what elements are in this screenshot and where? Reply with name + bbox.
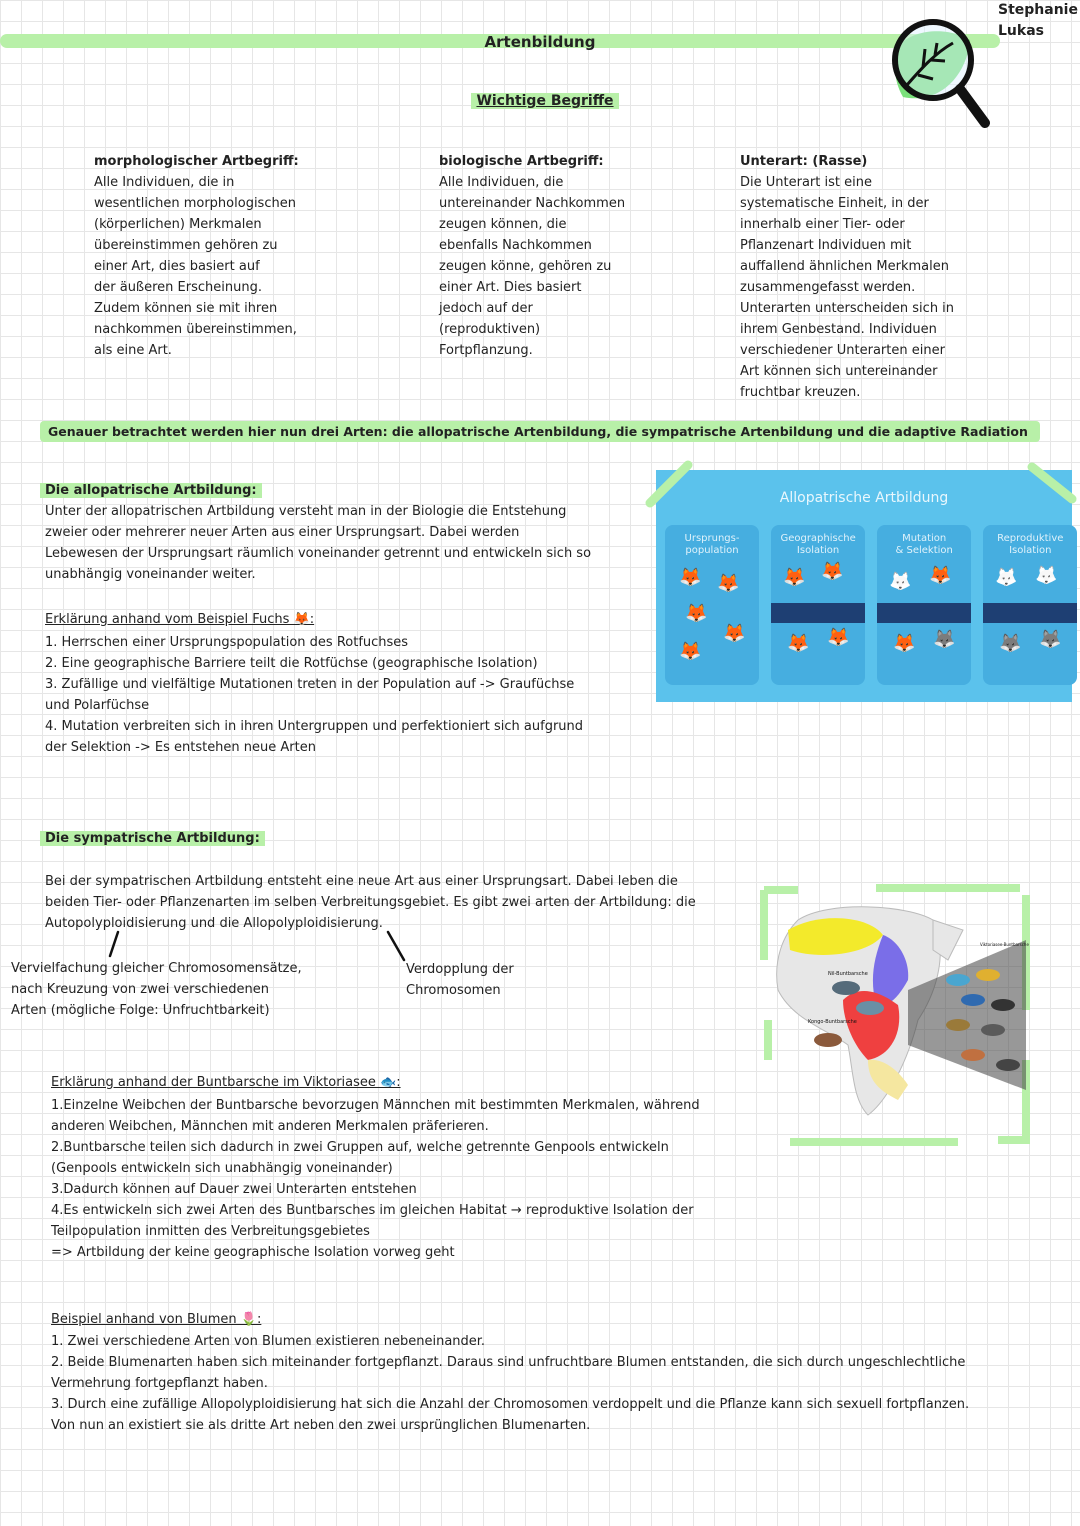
panel-label: Mutation & Selektion — [895, 533, 953, 556]
allopatric-heading: Die allopatrische Artbildung: — [40, 483, 262, 498]
definition-line: Pflanzenart Individuen mit — [740, 238, 912, 253]
definition-line: untereinander Nachkommen — [439, 196, 626, 211]
red-fox-icon: 🦊 — [787, 633, 810, 654]
definition-line: übereinstimmen gehören zu — [94, 238, 278, 253]
definition-line: Art können sich untereinander — [740, 364, 938, 379]
step-line: 1. Herrschen einer Ursprungspopulation des Rotfuchses — [45, 635, 409, 650]
definition-line: zusammengefasst werden. — [740, 280, 916, 295]
definition-line: innerhalb einer Tier- oder — [740, 217, 905, 232]
arctic-fox-icon: 🦊 — [995, 567, 1018, 588]
author-first: Stephanie — [998, 2, 1078, 18]
text-line: Bei der sympatrischen Artbildung entsteht eine neue Art aus einer Ursprungsart. Dabei leben die — [45, 874, 678, 889]
red-fox-icon: 🦊 — [827, 627, 850, 648]
definition-line: einer Art, dies basiert auf — [94, 259, 260, 274]
note-line: Arten (mögliche Folge: Unfruchtbarkeit) — [11, 1003, 270, 1018]
red-fox-icon: 🦊 — [717, 573, 740, 594]
step-line: der Selektion -> Es entstehen neue Arten — [45, 740, 316, 755]
definition-line: verschiedener Unterarten einer — [740, 343, 945, 358]
sympatric-heading: Die sympatrische Artbildung: — [40, 831, 265, 846]
step-line: anderen Weibchen, Männchen mit anderen Merkmalen präferieren. — [51, 1119, 489, 1134]
definition-line: ebenfalls Nachkommen — [439, 238, 592, 253]
text-line: zweier oder mehrerer neuer Arten aus einer Ursprungsart. Dabei werden — [45, 525, 520, 540]
figure-title: Allopatrische Artbildung — [779, 490, 949, 506]
arctic-fox-icon: 🦊 — [1035, 565, 1058, 586]
definition-line: Alle Individuen, die — [439, 175, 564, 190]
step-line: 3.Dadurch können auf Dauer zwei Unterarten entstehen — [51, 1182, 417, 1197]
page-title: Artenbildung — [484, 33, 596, 51]
cichlid-steps — [51, 1095, 700, 1263]
red-fox-icon: 🦊 — [783, 567, 806, 588]
red-fox-icon: 🦊 — [679, 567, 702, 588]
step-line: 4. Mutation verbreiten sich in ihren Untergruppen und perfektioniert sich aufgrund — [45, 719, 584, 734]
step-line: 3. Durch eine zufällige Allopolyploidisierung hat sich die Anzahl der Chromosomen verdoppelt und die Pflanze kann sich sexuell fortpflanzen. — [51, 1397, 970, 1412]
fox-steps — [45, 632, 583, 758]
definition-heading: biologische Artbegriff: — [439, 154, 604, 169]
definition-biological — [439, 151, 625, 361]
step-line: 2.Buntbarsche teilen sich dadurch in zwei Gruppen auf, welche getrennte Genpools entwickeln — [51, 1140, 669, 1155]
banner-text: Genauer betrachtet werden hier nun drei Arten: die allopatrische Artenbildung, die sympatrische Artenbildung und die adaptive Radiation — [48, 424, 1028, 439]
panel-origin — [665, 525, 759, 685]
map-label-victoria: Viktoriasee-Buntbarsche — [980, 942, 1029, 947]
note-line: nach Kreuzung von zwei verschiedenen — [11, 982, 269, 997]
definition-line: Zudem können sie mit ihren — [94, 301, 278, 316]
definition-line: Fortpflanzung. — [439, 343, 533, 358]
step-line: => Artbildung der keine geographische Isolation vorweg geht — [51, 1245, 455, 1260]
definition-line: zeugen können, die — [439, 217, 567, 232]
step-line: (Genpools entwickeln sich unabhängig voneinander) — [51, 1161, 393, 1176]
definition-line: einer Art. Dies basiert — [439, 280, 582, 295]
map-label-congo: Kongo-Buntbarsche — [808, 1019, 857, 1025]
grey-fox-icon: 🦊 — [1039, 629, 1062, 650]
allopatric-intro — [45, 501, 591, 585]
definition-morphological — [94, 151, 299, 361]
flower-example-heading: Beispiel anhand von Blumen 🌷: — [51, 1312, 262, 1327]
section-heading-wrap — [0, 91, 1080, 112]
step-line: 1.Einzelne Weibchen der Buntbarsche bevorzugen Männchen mit bestimmten Merkmalen, während — [51, 1098, 700, 1113]
step-line: 3. Zufällige und vielfältige Mutationen treten in der Population auf -> Graufüchse — [45, 677, 575, 692]
note-line: Chromosomen — [406, 983, 501, 998]
definition-line: Die Unterart ist eine — [740, 175, 872, 190]
flower-steps — [51, 1331, 969, 1436]
grey-fox-icon: 🦊 — [999, 633, 1022, 654]
definition-line: zeugen könne, gehören zu — [439, 259, 612, 274]
grey-fox-icon: 🦊 — [933, 629, 956, 650]
definition-line: als eine Art. — [94, 343, 172, 358]
step-line: 1. Zwei verschiedene Arten von Blumen existieren nebeneinander. — [51, 1334, 486, 1349]
step-line: und Polarfüchse — [45, 698, 150, 713]
map-label-nile: Nil-Buntbarsche — [828, 971, 868, 977]
text-line: Autopolyploidisierung und die Allopolyploidisierung. — [45, 916, 383, 931]
red-fox-icon: 🦊 — [685, 603, 708, 624]
author-block — [998, 0, 1078, 42]
text-line: unabhängig voneinander weiter. — [45, 567, 256, 582]
arctic-fox-icon: 🦊 — [889, 571, 912, 592]
red-fox-icon: 🦊 — [821, 561, 844, 582]
panel-label: Reproduktive Isolation — [997, 533, 1064, 556]
step-line: Teilpopulation inmitten des Verbreitungsgebietes — [51, 1224, 370, 1239]
allopatric-heading-wrap — [40, 480, 262, 501]
sympatric-intro — [45, 871, 696, 934]
cichlid-example-heading: Erklärung anhand der Buntbarsche im Viktoriasee 🐟: — [51, 1075, 401, 1090]
panel-label: Geographische Isolation — [780, 533, 856, 556]
definition-line: Alle Individuen, die in — [94, 175, 235, 190]
red-fox-icon: 🦊 — [893, 633, 916, 654]
river-barrier — [877, 603, 971, 623]
panel-reproductive — [983, 525, 1077, 685]
note-line: Vervielfachung gleicher Chromosomensätze, — [11, 961, 302, 976]
section-heading: Wichtige Begriffe — [471, 93, 618, 109]
step-line: 4.Es entwickeln sich zwei Arten des Buntbarsches im gleichen Habitat → reproduktive Isolation der — [51, 1203, 694, 1218]
step-line: 2. Beide Blumenarten haben sich miteinander fortgepflanzt. Daraus sind unfruchtbare Blumen entstanden, die sich durch ungeschlechtliche — [51, 1355, 966, 1370]
auto-note — [11, 958, 302, 1021]
note-line: Verdopplung der — [406, 962, 514, 977]
figure-tape-decoration — [640, 455, 1080, 525]
definition-line: ihrem Genbestand. Individuen — [740, 322, 937, 337]
red-fox-icon: 🦊 — [929, 565, 952, 586]
panel-label: Ursprungs- population — [684, 533, 740, 556]
author-second: Lukas — [998, 23, 1044, 39]
panel-mutation — [877, 525, 971, 685]
definition-subspecies — [740, 151, 954, 403]
definition-line: (körperlichen) Merkmalen — [94, 217, 262, 232]
river-barrier — [771, 603, 865, 623]
river-barrier — [983, 603, 1077, 623]
text-line: beiden Tier- oder Pflanzenarten im selben Verbreitungsgebiet. Es gibt zwei arten der Artbildung: die — [45, 895, 696, 910]
panel-geographic — [771, 525, 865, 685]
definition-line: fruchtbar kreuzen. — [740, 385, 861, 400]
step-line: 2. Eine geographische Barriere teilt die Rotfüchse (geographische Isolation) — [45, 656, 538, 671]
definition-line: der äußeren Erscheinung. — [94, 280, 262, 295]
red-fox-icon: 🦊 — [723, 623, 746, 644]
definition-line: nachkommen übereinstimmen, — [94, 322, 297, 337]
definition-line: wesentlichen morphologischen — [94, 196, 296, 211]
definition-line: auffallend ähnlichen Merkmalen — [740, 259, 949, 274]
red-fox-icon: 🦊 — [679, 641, 702, 662]
allo-note — [406, 959, 514, 1001]
text-line: Unter der allopatrischen Artbildung versteht man in der Biologie die Entstehung — [45, 504, 567, 519]
definition-line: Unterarten unterscheiden sich in — [740, 301, 955, 316]
step-line: Vermehrung fortgepflanzt haben. — [51, 1376, 268, 1391]
sympatric-heading-wrap — [40, 828, 265, 849]
definition-heading: Unterart: (Rasse) — [740, 154, 868, 169]
step-line: Von nun an existiert sie als dritte Art neben den zwei ursprünglichen Blumenarten. — [51, 1418, 591, 1433]
definition-heading: morphologischer Artbegriff: — [94, 154, 299, 169]
africa-cichlid-map — [758, 880, 1033, 1150]
definition-line: jedoch auf der — [439, 301, 533, 316]
definition-line: (reproduktiven) — [439, 322, 541, 337]
text-line: Lebewesen der Ursprungsart räumlich voneinander getrennt und entwickeln sich so — [45, 546, 592, 561]
figure-panels — [665, 525, 1080, 685]
definition-line: systematische Einheit, in der — [740, 196, 929, 211]
fox-example-heading: Erklärung anhand vom Beispiel Fuchs 🦊: — [45, 612, 315, 627]
